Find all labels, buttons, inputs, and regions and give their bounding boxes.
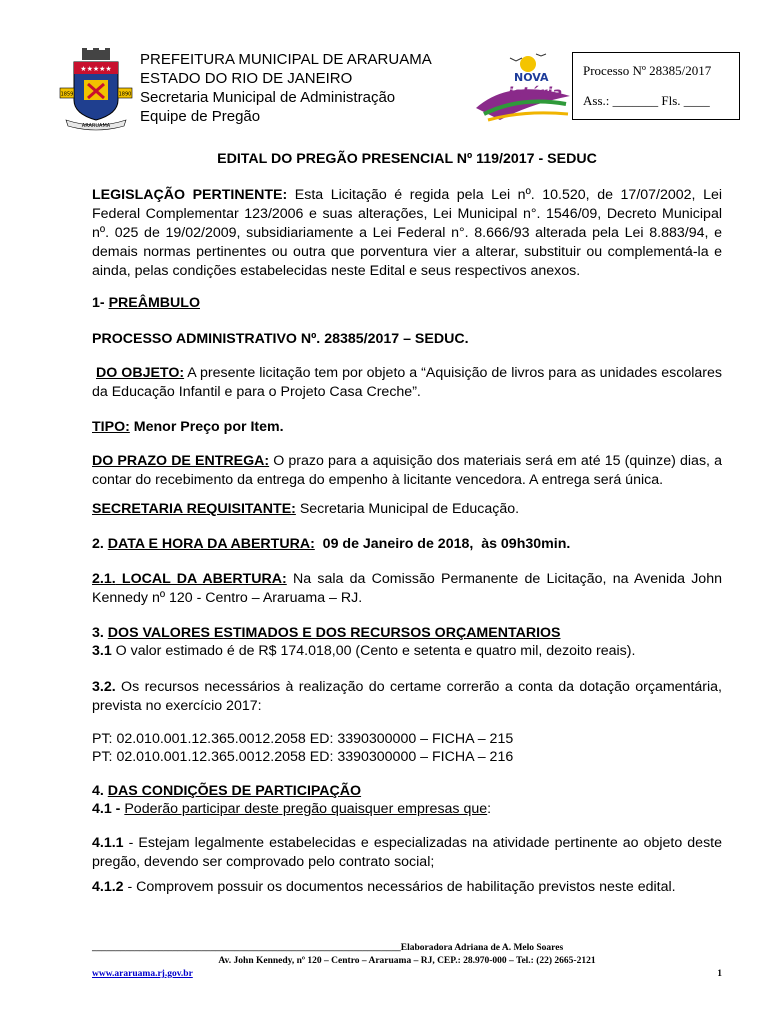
page-number: 1: [717, 969, 722, 979]
header-block: [140, 50, 432, 126]
footer-address: Av. John Kennedy, nº 120 – Centro – Araruama – RJ, CEP.: 28.970-000 – Tel.: (22) 2665-2121: [218, 956, 596, 966]
condicao-4-1-2-text: - Comprovem possuir os documentos necessários de habilitação previstos neste edital.: [123, 879, 676, 895]
condicoes-heading: [92, 782, 722, 801]
crest-year-left: 1859: [60, 91, 74, 98]
valores-label: DOS VALORES ESTIMADOS E DOS RECURSOS ORÇAMENTARIOS: [107, 625, 561, 641]
condicoes-number: 4.: [92, 783, 108, 799]
signature-pages-line: Ass.: _______ Fls. ____: [583, 93, 710, 108]
condicao-4-1-1-paragraph: [92, 834, 722, 872]
legislacao-label: LEGISLAÇÃO PERTINENTE:: [92, 187, 288, 203]
condicao-4-1-2-number: 4.1.2: [92, 879, 124, 895]
objeto-label: DO OBJETO:: [96, 365, 185, 381]
condicao-4-1-text: Poderão participar deste pregão quaisquer empresas que: [124, 801, 488, 817]
data-abertura-text: 09 de Janeiro de 2018, às 09h30min.: [314, 536, 571, 552]
logo-text-nova: NOVA: [514, 71, 549, 84]
legislacao-paragraph: [92, 186, 722, 281]
prazo-label: DO PRAZO DE ENTREGA:: [92, 453, 270, 469]
header-line-secretaria: Secretaria Municipal de Administração: [140, 89, 396, 106]
header-line-equipe: Equipe de Pregão: [140, 108, 261, 125]
valor-3-1-text: O valor estimado é de R$ 174.018,00 (Cento e setenta e quatro mil, dezoito reais).: [111, 643, 636, 659]
valor-3-2-number: 3.2.: [92, 679, 116, 695]
tipo-text: Menor Preço por Item.: [129, 419, 284, 435]
process-number-box: [572, 52, 740, 120]
logo-text-historia: istória: [508, 84, 563, 102]
secretaria-label: SECRETARIA REQUISITANTE:: [92, 501, 296, 517]
pt-line-1: PT: 02.010.001.12.365.0012.2058 ED: 3390300000 – FICHA – 215: [92, 731, 514, 747]
data-abertura-number: 2.: [92, 536, 108, 552]
secretaria-line: [92, 500, 722, 519]
legislacao-text: Esta Licitação é regida pela Lei nº. 10.520, de 17/07/2002, Lei Federal Complementar 123/2006 e suas alterações, Lei Municipal n°. 1546/09, Decreto Municipal nº. 025 de 19/02/2009, subsidiariamente a Lei Federal n°. 8.666/93 alterada pela Lei 8.883/94, e demais normas pertinentes ou outra que porventura vier a alterar, substituir ou complementá-la e ainda, pelas condições estabelecidas neste Edital e seus respectivos anexos.: [92, 187, 723, 279]
data-abertura-label: DATA E HORA DA ABERTURA:: [107, 536, 315, 552]
condicoes-label: DAS CONDIÇÕES DE PARTICIPAÇÃO: [107, 783, 362, 799]
valor-3-1-number: 3.1: [92, 643, 112, 659]
tipo-label: TIPO:: [92, 419, 130, 435]
process-number: Processo Nº 28385/2017: [583, 63, 712, 78]
processo-administrativo: PROCESSO ADMINISTRATIVO Nº. 28385/2017 – SEDUC.: [92, 331, 469, 347]
tipo-line: [92, 418, 722, 437]
valor-3-2-paragraph: [92, 678, 722, 716]
svg-text:★★★★★: ★★★★★: [80, 65, 112, 73]
data-abertura-line: [92, 535, 722, 554]
local-abertura-label: LOCAL DA ABERTURA:: [115, 571, 287, 587]
nova-historia-logo: [470, 48, 576, 130]
prazo-paragraph: [92, 452, 722, 490]
local-abertura-text: Na sala da Comissão Permanente de Licitação, na Avenida John Kennedy nº 120 - Centro – Araruama – RJ.: [92, 571, 722, 606]
condicao-4-1-1-text: - Estejam legalmente estabelecidas e especializadas na atividade pertinente ao objeto deste pregão, devendo ser comprovado pelo contrato social;: [92, 835, 722, 870]
condicao-4-1-number: 4.1 -: [92, 801, 125, 817]
footer-signature-line: _________________________________________________________________Elaboradora Adriana de A. Melo Soares: [92, 943, 564, 953]
local-abertura-number: 2.1.: [92, 571, 116, 587]
footer-website-link[interactable]: www.araruama.rj.gov.br: [92, 969, 193, 979]
preambulo-heading: [92, 294, 722, 313]
secretaria-text: Secretaria Municipal de Educação.: [295, 501, 520, 517]
condicao-4-1-2-line: [92, 878, 722, 897]
crest-year-right: 1890: [118, 91, 132, 98]
preambulo-label: PREÂMBULO: [108, 295, 200, 311]
crest-caption: ARARUAMA: [81, 123, 111, 129]
document-title: EDITAL DO PREGÃO PRESENCIAL Nº 119/2017 - SEDUC: [217, 151, 597, 167]
valor-3-1-line: [92, 642, 722, 661]
valor-3-2-text: Os recursos necessários à realização do certame correrão a conta da dotação orçamentária, prevista no exercício 2017:: [92, 679, 722, 714]
header-line-prefeitura: PREFEITURA MUNICIPAL DE ARARUAMA: [140, 51, 432, 68]
objeto-text: A presente licitação tem por objeto a “Aquisição de livros para as unidades escolares da Educação Infantil e para o Projeto Casa Creche”.: [92, 365, 722, 400]
footer-bottom-row: [92, 968, 722, 981]
pt-line-2: PT: 02.010.001.12.365.0012.2058 ED: 3390300000 – FICHA – 216: [92, 749, 514, 765]
local-abertura-paragraph: [92, 570, 722, 608]
condicao-4-1-line: [92, 800, 722, 819]
valores-number: 3.: [92, 625, 108, 641]
condicao-4-1-colon: :: [487, 801, 492, 817]
condicao-4-1-1-number: 4.1.1: [92, 835, 124, 851]
prazo-text: O prazo para a aquisição dos materiais será em até 15 (quinze) dias, a contar do recebimento da entrega do empenho à licitante vencedora. A entrega será única.: [92, 453, 723, 488]
objeto-paragraph: [92, 364, 722, 402]
valores-heading: [92, 624, 722, 643]
municipal-crest-logo: [58, 48, 134, 132]
preambulo-number: 1-: [92, 295, 109, 311]
header-line-estado: ESTADO DO RIO DE JANEIRO: [140, 70, 353, 87]
page-footer: [92, 942, 722, 981]
